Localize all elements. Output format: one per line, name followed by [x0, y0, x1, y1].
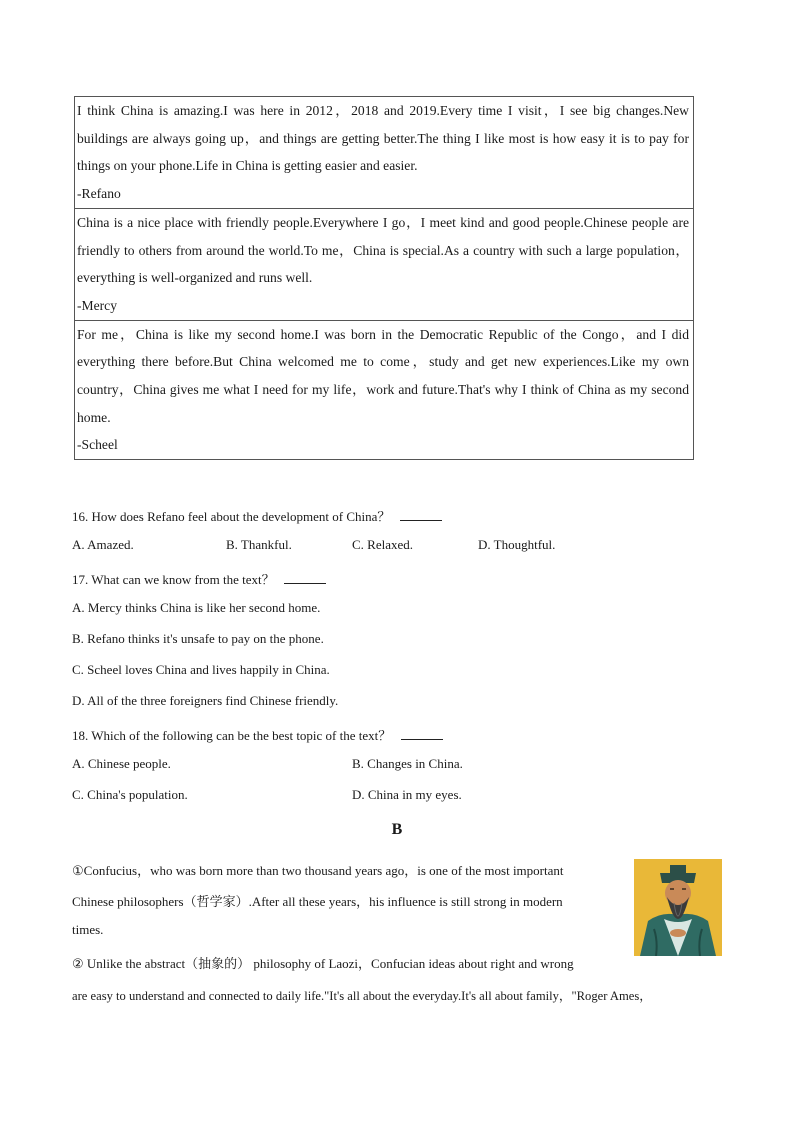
question-number: 16.	[72, 509, 89, 524]
quote-signature: -Mercy	[77, 297, 118, 313]
option-17d[interactable]: D. All of the three foreigners find Chinese friendly.	[72, 693, 339, 708]
quote-text: For me，China is like my second home.I was born in the Democratic Republic of the Congo，and I did everything there before.But China welcomed me to come，study and get new experiences.Like my own country，China gives me what I need for my life，work and future.That's why I think of China as my second home.	[77, 326, 689, 425]
option-16d[interactable]: D. Thoughtful.	[478, 537, 556, 552]
question-text: How does Refano feel about the development of China？	[91, 509, 391, 524]
option-18a[interactable]: A. Chinese people.	[72, 756, 171, 771]
quote-signature: -Scheel	[77, 437, 118, 453]
confucius-illustration	[634, 859, 722, 956]
quote-mercy	[75, 208, 693, 320]
quote-text: China is a nice place with friendly people.Everywhere I go，I meet kind and good people.Chinese people are friendly to others from around the world.To me，China is special.As a country with such a large population，everything is well-organized and runs well.	[77, 214, 689, 286]
passage-line: ①Confucius，who was born more than two thousand years ago，is one of the most important	[72, 863, 564, 878]
quote-scheel	[75, 320, 693, 460]
quote-refano	[75, 97, 693, 208]
answer-blank[interactable]	[401, 727, 443, 740]
passage-line: Chinese philosophers（哲学家）.After all these years，his influence is still strong in modern	[72, 894, 563, 909]
answer-blank[interactable]	[284, 571, 326, 584]
option-17c[interactable]: C. Scheel loves China and lives happily in China.	[72, 662, 330, 677]
passage-line: times.	[72, 922, 104, 937]
passage-line: ② Unlike the abstract（抽象的） philosophy of Laozi，Confucian ideas about right and wrong	[72, 956, 574, 971]
confucius-portrait	[634, 859, 722, 956]
quotes-table	[74, 96, 694, 460]
option-17b[interactable]: B. Refano thinks it's unsafe to pay on the phone.	[72, 631, 324, 646]
question-16	[72, 506, 442, 525]
option-16b[interactable]: B. Thankful.	[226, 537, 292, 552]
passage-line: are easy to understand and connected to daily life."It's all about the everyday.It's all about family，"Roger Ames，	[72, 989, 652, 1003]
quote-text: I think China is amazing.I was here in 2012，2018 and 2019.Every time I visit，I see big changes.New buildings are always going up，and things are getting better.The thing I like most is how easy it is to pay for things on your phone.Life in China is getting easier and easier.	[77, 103, 689, 174]
option-16a[interactable]: A. Amazed.	[72, 537, 134, 552]
question-text: What can we know from the text？	[91, 572, 275, 587]
quote-signature: -Refano	[77, 186, 121, 202]
option-18d[interactable]: D. China in my eyes.	[352, 787, 462, 802]
question-text: Which of the following can be the best topic of the text？	[91, 728, 392, 743]
question-17	[72, 569, 326, 588]
option-18b[interactable]: B. Changes in China.	[352, 756, 463, 771]
option-18c[interactable]: C. China's population.	[72, 787, 188, 802]
option-17a[interactable]: A. Mercy thinks China is like her second home.	[72, 600, 321, 615]
question-number: 18.	[72, 728, 89, 743]
option-16c[interactable]: C. Relaxed.	[352, 537, 414, 552]
answer-blank[interactable]	[400, 508, 442, 521]
section-heading: B	[391, 821, 403, 838]
question-number: 17.	[72, 572, 89, 587]
question-18	[72, 725, 443, 744]
